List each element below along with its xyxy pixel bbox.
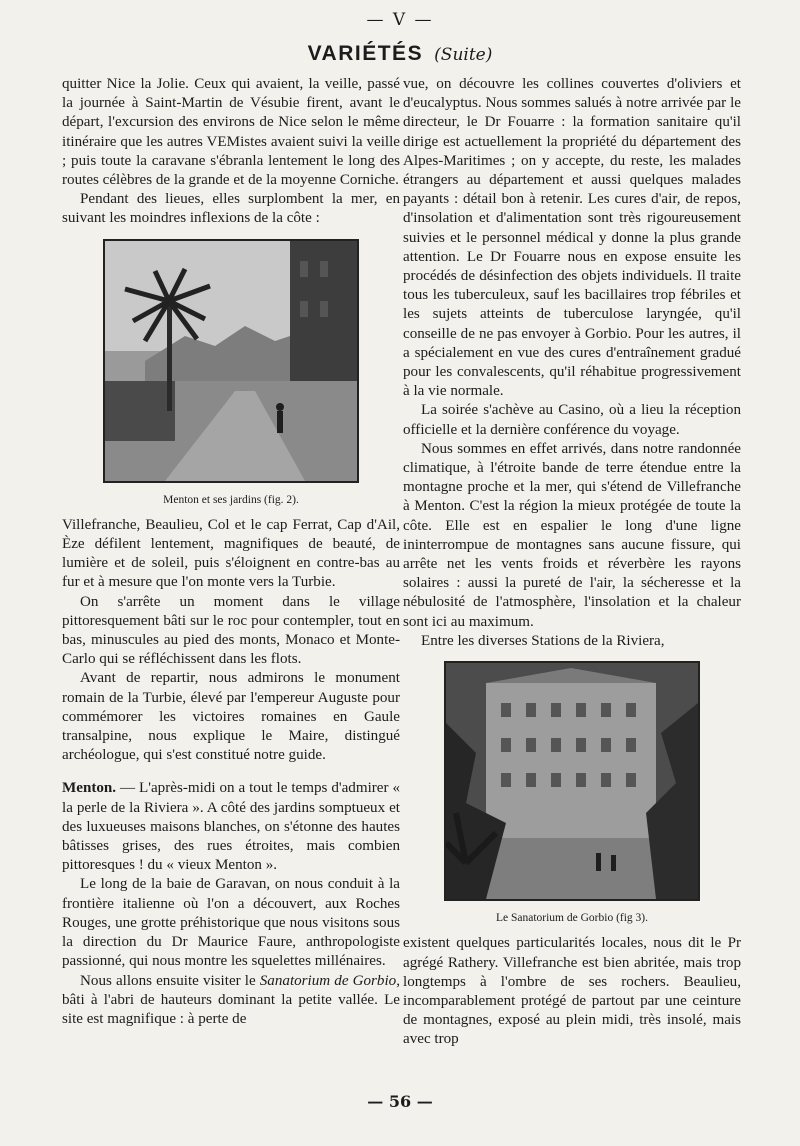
paragraph-menton	[62, 779, 400, 875]
page-number: — 56 —	[367, 1092, 433, 1111]
figure-menton-gardens	[62, 239, 400, 510]
paragraph: Entre les diverses Stations de la Riviera,	[421, 632, 665, 649]
paragraph: vue, on découvre les collines couvertes d'oliviers et d'eucalyptus. Nous sommes salués à notre arrivée par le directeur, le Dr Fouarre : la formation sanitaire qu'il dirige est actuellement la propriété du département des Alpes-Maritimes ; on y accepte, du reste, les malades étrangers au département et aussi quelques malades payants : détail bon à retenir. Les cures d'air, de repos, d'insolation et d'alimentation sont très rigoureusement suivies et le personnel médical y donne la plus grande attention. Le Dr Fouarre nous en expose ensuite les procédés de désinfection des objets individuels. Il traite tous les tuberculeux, sauf les bacillaires trop fébriles et les sujets atteints de tuberculose laryngée, qu'il conseille de ne pas envoyer à Gorbio. Pour les autres, il a spécialement en vue des cures d'entraînement gradué pour les convalescents, qu'il réhabitue progressivement à la vie normale.	[403, 76, 741, 400]
paragraph: Villefranche, Beaulieu, Col et le cap Ferrat, Cap d'Ail, Èze défilent lentement, magnifiques de beauté, de lumière et de soleil, puis s'éloignent en contre-bas au fur et à mesure que l'on monte vers la Turbie.	[62, 516, 400, 591]
section-title-main: VARIÉTÉS	[307, 42, 424, 65]
photo-menton-gardens-illustration	[105, 241, 357, 481]
paragraph: Pendant des lieues, elles surplombent la mer, en suivant les moindres inflexions de la côte :	[62, 191, 400, 227]
run-in-heading: Menton.	[62, 780, 117, 797]
italic-term: Sanatorium de Gorbio	[259, 972, 397, 989]
paragraph: Nous sommes en effet arrivés, dans notre randonnée climatique, à l'étroite bande de terre étendue entre la montagne proche et la mer, qui s'étend de Villefranche à Menton. C'est la région la mieux protégée de toute la côte. Elle est en espalier le long d'une ligne ininterrompue de montagnes sans aucune fissure, qui arrête net les vents froids et réverbère les rayons solaires : aussi la pureté de l'air, la sécheresse et la nébulosité de l'atmosphère, l'insolation et la chaleur sont ici au maximum.	[403, 440, 741, 630]
photo-menton-gardens	[103, 239, 359, 483]
figure-caption: Le Sanatorium de Gorbio (fig 3).	[495, 912, 648, 925]
section-title	[0, 42, 800, 66]
paragraph: Avant de repartir, nous admirons le monument romain de la Turbie, élevé par l'empereur Auguste pour commémorer les victoires romaines en Gaule transalpine, nous explique le Maire, distingué archéologue, qui s'est constitué notre guide.	[62, 670, 400, 764]
paragraph: On s'arrête un moment dans le village pittoresquement bâti sur le roc pour contempler, tout en bas, minuscules au pied des monts, Monaco et Monte-Carlo qui se réfléchissent dans les flots.	[62, 593, 400, 668]
right-column	[403, 75, 741, 1050]
paragraph: existent quelques particularités locales, nous dit le Pr agrégé Rathery. Villefranche est bien abritée, mais trop longtemps à l'ombre de ses rochers. Beaulieu, incomparablement protégé de partout par une ceinture de montagnes, exposé au plein midi, très insolé, mais avec trop	[403, 935, 741, 1048]
left-column	[62, 75, 400, 1029]
paragraph: Le long de la baie de Garavan, on nous conduit à la frontière italienne où l'on a découvert, aux Roches Rouges, une grotte préhistorique que nous visitons sous la direction du Dr Maurice Faure, anthropologiste passionné, qui nous montre les squelettes millénaires.	[62, 876, 400, 970]
paragraph	[62, 972, 400, 1030]
paragraph: La soirée s'achève au Casino, où a lieu la réception officielle et la dernière conférence du voyage.	[403, 402, 741, 438]
photo-sanatorium-gorbio	[444, 661, 700, 901]
paragraph: quitter Nice la Jolie. Ceux qui avaient, la veille, passé la journée à Saint-Martin de Vésubie firent, avant le départ, l'excursion des environs de Nice selon le même itinéraire que les autres VEMistes avaient suivi la veille ; puis toute la caravane s'ébranla lentement le long des routes célèbres de la grande et de la moyenne Corniche.	[62, 76, 400, 189]
section-folio: — V —	[366, 10, 434, 30]
photo-sanatorium-illustration	[446, 663, 698, 899]
paragraph-text: Nous allons ensuite visiter le	[80, 972, 260, 989]
figure-caption: Menton et ses jardins (fig. 2).	[163, 493, 299, 506]
paragraph-text: , bâti à l'abri de hauteurs dominant la petite vallée. Le site est magnifique : à perte de	[62, 972, 401, 1027]
paragraph-text: — L'après-midi on a tout le temps d'admirer « la perle de la Riviera ». A côté des jardins somptueux et des luxueuses maisons blanches, on s'étonne des hautes bâtisses grises, des rues étroites, mais combien pittoresques ! du « vieux Menton ».	[62, 780, 400, 874]
section-title-suite: (Suite)	[434, 45, 493, 65]
figure-sanatorium-gorbio	[403, 661, 741, 928]
